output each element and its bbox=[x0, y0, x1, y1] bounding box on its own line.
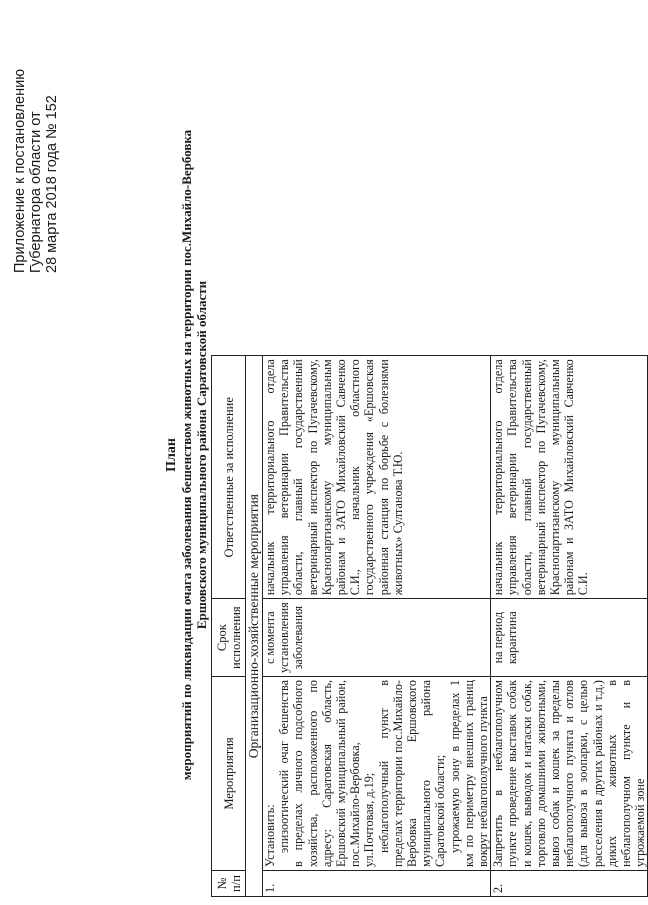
measure-paragraph: угрожаемую зону в пределах 1 км по периметру внешних границ вокруг неблагополучного пункта bbox=[447, 680, 491, 867]
title-heading: План bbox=[164, 438, 179, 472]
row-term: с момента установления заболевания bbox=[263, 599, 491, 677]
section-row bbox=[246, 356, 263, 897]
row-number: 1. bbox=[263, 871, 491, 897]
row-responsible: начальник территориального отдела управления ветеринарии Правительства области, главный государственный ветеринарный инспектор по Пугачевскому, Краснопартизанскому муниципальным районам и ЗАТО Михайловский Савченко С.И. bbox=[491, 356, 648, 599]
section-title: Организационно-хозяйственные мероприятия bbox=[246, 356, 263, 897]
table-row bbox=[263, 356, 491, 897]
row-term: на период карантина bbox=[491, 599, 648, 677]
measure-intro: Установить: bbox=[263, 804, 277, 867]
title-line-2: Ершовского муниципального района Саратовской области bbox=[194, 280, 209, 630]
header-num: № п/п bbox=[212, 871, 246, 897]
appendix-block bbox=[12, 13, 60, 273]
header-responsible: Ответственные за исполнение bbox=[212, 356, 246, 599]
header-term: Срок исполнения bbox=[212, 599, 246, 677]
appendix-line-2: Губернатора области от bbox=[28, 111, 44, 273]
row-measure: Запретить в неблагополучном пункте проведение выставок собак и кошек, выводок и натаски собак, торговлю домашними животными, вывоз собак и кошек за пределы неблагополучного пункта и отлов (для вывоза в зоопарки, с целью расселения в других районах и т.д.) диких животных в неблагополучном пункте и в угрожаемой зоне bbox=[491, 677, 648, 871]
row-responsible: начальник территориального отдела управления ветеринарии Правительства области, главный государственный ветеринарный инспектор по Пугачевскому, Краснопартизанскому муниципальным районам и ЗАТО Михайловский Савченко С.И., начальник областного государственного учреждения «Ершовская районная станция по борьбе с болезнями животных» Султанова Т.Ю. bbox=[263, 356, 491, 599]
header-measures: Мероприятия bbox=[212, 677, 246, 871]
appendix-line-1: Приложение к постановлению bbox=[12, 68, 28, 273]
row-number: 2. bbox=[491, 871, 648, 897]
document-title bbox=[164, 15, 209, 895]
appendix-line-3: 28 марта 2018 года № 152 bbox=[44, 95, 60, 273]
row-measure bbox=[263, 677, 491, 871]
header-row bbox=[212, 356, 246, 897]
table-row bbox=[491, 356, 648, 897]
plan-table bbox=[211, 355, 648, 897]
measure-paragraph: неблагополучный пункт в пределах территории пос.Михайло-Вербовка Ершовского муниципального района Саратовской области; bbox=[376, 680, 448, 867]
measure-paragraph: эпизоотический очаг бешенства в пределах личного подсобного хозяйства, расположенного по адресу: Саратовская область, Ершовский муниципальный район, пос.Михайло-Вербовка, ул.Почтовая, д.19; bbox=[277, 680, 377, 867]
title-line-1: мероприятий по ликвидации очага заболевания бешенством животных на территории пос.Михайло-Вербовка bbox=[179, 129, 194, 781]
